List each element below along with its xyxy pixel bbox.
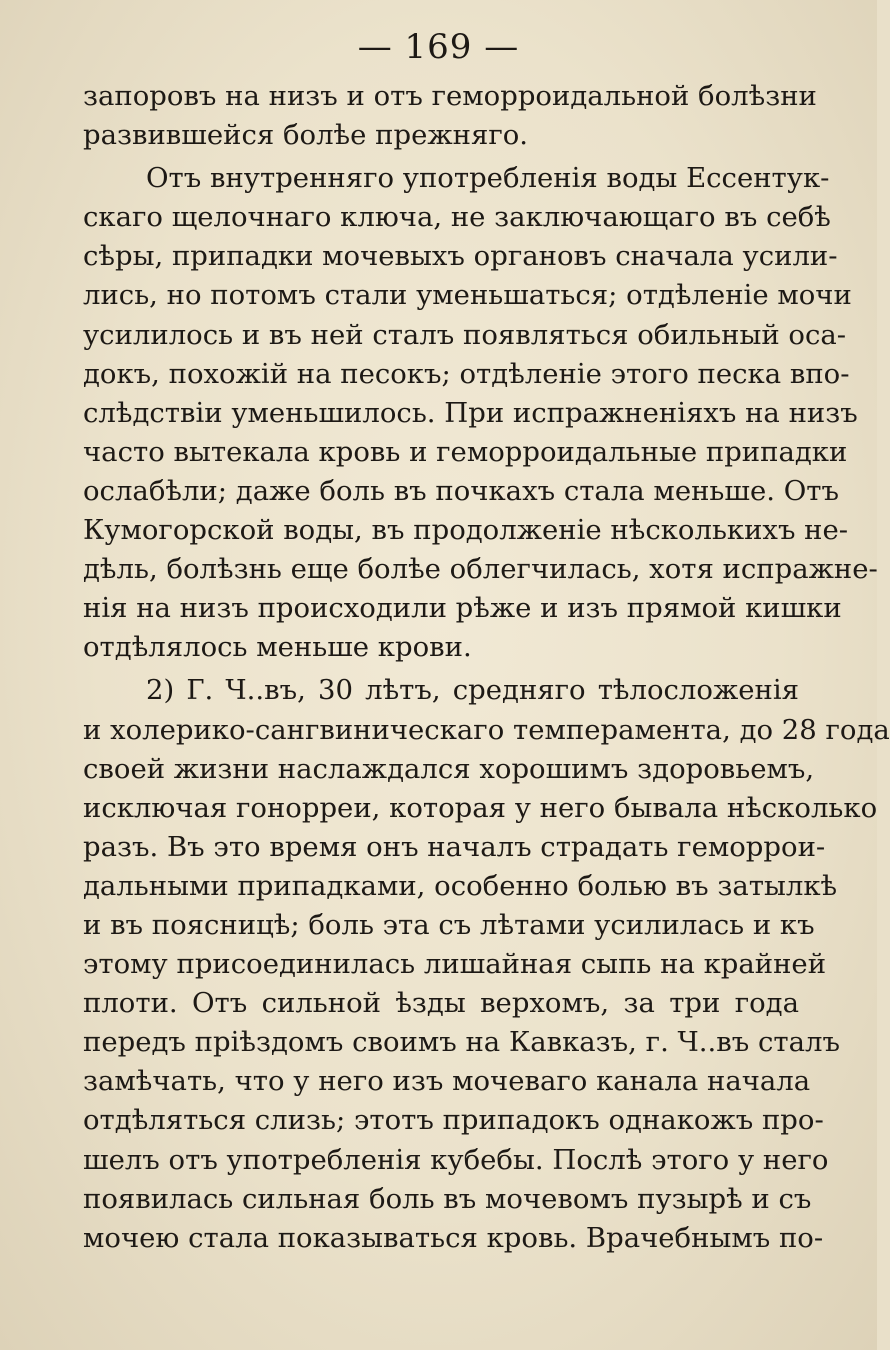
text-line: исключая гонорреи, которая у него бывала нѣсколько [83,791,878,824]
text-line: ослабѣли; даже боль въ почкахъ стала меньше. Отъ [83,474,839,507]
text-line: передъ пріѣздомъ своимъ на Кавказъ, г. Ч..въ сталъ [83,1026,840,1059]
text-line: дальными припадками, особенно болью въ затылкѣ [83,869,838,902]
text-line: плоти. Отъ сильной ѣзды верхомъ, за три года [83,987,799,1020]
text-line: нія на низъ происходили рѣже и изъ прямой кишки [83,592,842,625]
text-line: этому присоединилась лишайная сыпь на крайней [83,948,827,981]
text-line: усилилось и въ ней сталъ появляться обильный оса- [83,318,847,351]
text-line: скаго щелочнаго ключа, не заключающаго въ себѣ [83,201,831,234]
text-line: слѣдствіи уменьшилось. При испражненіяхъ на низъ [83,396,858,429]
text-line: 2) Г. Ч..въ, 30 лѣтъ, средняго тѣлосложенія [146,674,799,707]
text-line: докъ, похожій на песокъ; отдѣленіе этого песка впо- [83,357,850,390]
text-line: отдѣляться слизь; этотъ припадокъ однакожъ про- [83,1104,824,1137]
text-line: лись, но потомъ стали уменьшаться; отдѣленіе мочи [83,279,852,312]
text-line: и холерико-сангвиническаго темперамента, до 28 года [83,713,890,746]
text-line: часто вытекала кровь и геморроидальные припадки [83,435,848,468]
text-line: замѣчать, что у него изъ мочеваго канала начала [83,1065,811,1098]
body-text [83,77,890,1258]
text-line: сѣры, припадки мочевыхъ органовъ сначала усили- [83,240,838,273]
text-line: дѣль, болѣзнь еще болѣе облегчилась, хотя испражне- [83,553,878,586]
text-line: шелъ отъ употребленія кубебы. Послѣ этого у него [83,1143,829,1176]
text-line: своей жизни наслаждался хорошимъ здоровьемъ, [83,752,815,785]
text-line: разъ. Въ это время онъ началъ страдать геморрои- [83,830,826,863]
text-line: появилась сильная боль въ мочевомъ пузырѣ и съ [83,1182,812,1215]
text-line: Кумогорской воды, въ продолженіе нѣсколькихъ не- [83,514,849,547]
text-line: и въ поясницѣ; боль эта съ лѣтами усилилась и къ [83,908,815,941]
text-line: отдѣлялось меньше крови. [83,631,472,664]
text-line: мочею стала показываться кровь. Врачебнымъ по- [83,1221,824,1254]
text-line: развившейся болѣе прежняго. [83,119,529,152]
text-line: запоровъ на низъ и отъ геморроидальной болѣзни [83,80,817,112]
text-line: Отъ внутренняго употребленія воды Ессентук- [146,162,830,195]
page-number: — 169 — [357,27,520,67]
